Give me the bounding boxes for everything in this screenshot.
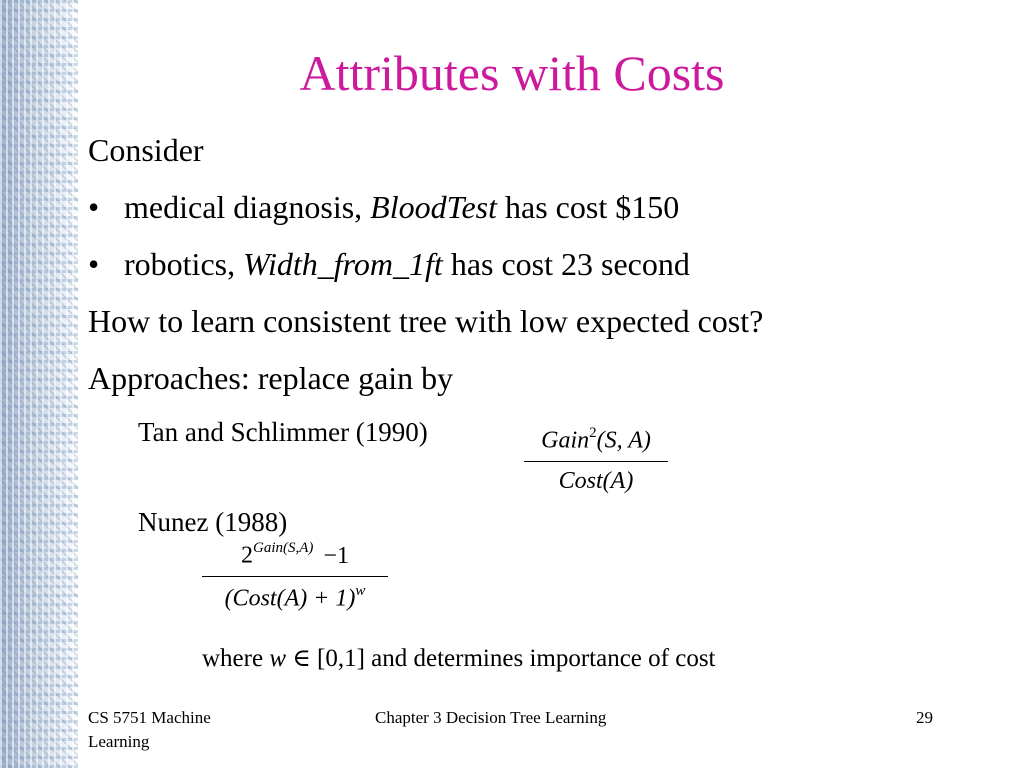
approach1-numerator (524, 425, 668, 455)
bullet1-emph: BloodTest (370, 189, 498, 225)
w-variable: w (269, 645, 287, 672)
gain-term: Gain (541, 427, 590, 454)
approach2-denominator (202, 583, 388, 613)
question-text: How to learn consistent tree with low expected cost? (88, 303, 764, 339)
consider-text: Consider (88, 132, 204, 168)
bullet-icon: • (88, 246, 100, 282)
footer-course (88, 708, 211, 752)
bullet1-prefix: medical diagnosis, (124, 189, 371, 225)
where-line (202, 643, 716, 673)
approach2-label: Nunez (1988) (138, 507, 288, 537)
bullet-item-2 (88, 246, 690, 283)
approaches-text: Approaches: replace gain by (88, 360, 454, 396)
decorative-side-strip (0, 0, 78, 768)
footer-chapter: Chapter 3 Decision Tree Learning (375, 708, 607, 727)
footer-course-line1: CS 5751 Machine (88, 708, 211, 727)
bullet2-prefix: robotics, (124, 246, 244, 282)
footer-page-number: 29 (916, 708, 933, 727)
approach2-numerator (202, 540, 388, 570)
bullet-icon: • (88, 189, 100, 225)
where-suffix: and determines importance of cost (371, 645, 716, 672)
approach1-label: Tan and Schlimmer (1990) (138, 417, 428, 447)
slide-title: Attributes with Costs (299, 45, 725, 101)
fraction-bar (202, 576, 388, 577)
bullet2-emph: Width_from_1ft (243, 246, 443, 282)
approach1-denominator: Cost(A) (558, 467, 634, 494)
gain-exponent: Gain(S,A) (253, 540, 314, 556)
gain-exponent: 2 (589, 425, 597, 441)
range-expression: ∈ [0,1] (286, 645, 372, 672)
w-exponent: w (355, 582, 366, 599)
cost-plus-one: (Cost(A) + 1) (224, 585, 356, 611)
approach1-formula (524, 425, 668, 495)
fraction-bar (524, 461, 668, 462)
base-two: 2 (241, 542, 254, 569)
gain-args: (S, A) (596, 427, 651, 454)
bullet2-suffix: has cost 23 second (442, 246, 690, 282)
footer-course-line2: Learning (88, 732, 150, 751)
bullet-item-1 (88, 189, 679, 226)
approach2-formula (202, 540, 388, 612)
minus-one: −1 (323, 542, 349, 569)
where-prefix: where (202, 645, 270, 672)
bullet1-suffix: has cost $150 (497, 189, 680, 225)
